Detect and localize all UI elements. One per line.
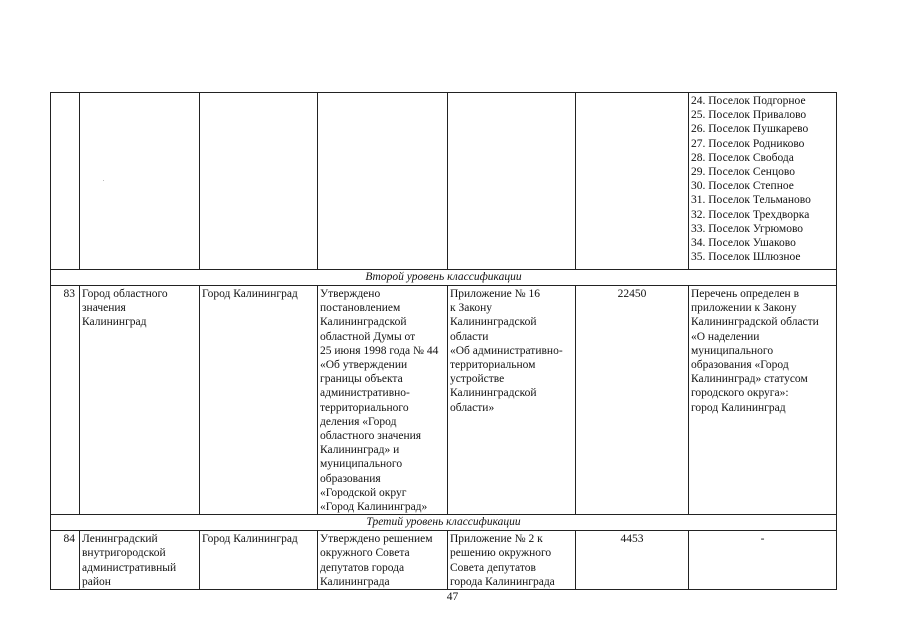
settlement-item: 28. Поселок Свобода — [691, 151, 794, 164]
population-cell — [576, 286, 689, 515]
name-text: Город областного значения Калининград — [82, 288, 168, 329]
doc-cell — [318, 531, 448, 590]
note-cell — [689, 531, 837, 590]
population-text: 4453 — [620, 533, 644, 546]
settlement-item: 29. Поселок Сенцово — [691, 166, 795, 179]
settlement-item: 25. Поселок Привалово — [691, 109, 807, 122]
row-number — [51, 286, 80, 515]
name-cell — [80, 93, 200, 270]
level-3-heading: Третий уровень классификации — [51, 515, 837, 531]
settlement-item: 35. Поселок Шлюзное — [691, 251, 801, 264]
center-cell — [200, 286, 318, 515]
name-cell — [80, 531, 200, 590]
table-row-83 — [51, 286, 837, 515]
note-cell — [689, 286, 837, 515]
settlement-item: 31. Поселок Тельманово — [691, 194, 811, 207]
row-number-text: 83 — [63, 288, 75, 300]
row-number-text: 84 — [63, 533, 75, 546]
settlement-item: 30. Поселок Степное — [691, 180, 794, 193]
classification-level-row — [51, 270, 837, 286]
center-text: Город Калининград — [202, 533, 298, 546]
appendix-text: Приложение № 16 к Закону Калининградской области «Об административно- территориальном устройстве Калининградской области» — [450, 288, 563, 414]
settlement-item: 24. Поселок Подгорное — [691, 95, 806, 107]
classification-table — [50, 92, 837, 590]
classification-level-row — [51, 515, 837, 531]
settlement-item: 27. Поселок Родниково — [691, 137, 805, 150]
appendix-cell — [448, 286, 576, 515]
settlement-item: 32. Поселок Треxдворка — [691, 208, 810, 221]
row-number — [51, 531, 80, 590]
center-cell — [200, 93, 318, 270]
population-cell — [576, 93, 689, 270]
population-cell — [576, 531, 689, 590]
appendix-cell — [448, 531, 576, 590]
note-text: - — [760, 533, 765, 546]
doc-text: Утверждено решением окружного Совета депутатов города Калининграда — [320, 533, 433, 588]
note-text: Перечень определен в приложении к Закону Калининградской области «О наделении муниципального образования «Город Калининград» статусом городского округа»: город Калининград — [691, 288, 819, 414]
table-row-84 — [51, 531, 837, 590]
settlement-item: 33. Поселок Угрюмово — [691, 222, 804, 235]
population-text: 22450 — [617, 288, 647, 300]
settlement-item: 34. Поселок Ушаково — [691, 237, 796, 250]
appendix-text: Приложение № 2 к решению окружного Совета депутатов города Калининграда — [450, 533, 555, 588]
appendix-cell — [448, 93, 576, 270]
name-text: Ленинградский внутригородской административный район — [82, 533, 177, 588]
settlements-list — [689, 93, 837, 270]
doc-text: Утверждено постановлением Калининградской областной Думы от 25 июня 1998 года № 44 «Об утверждении границы объекта административно- территориального деления «Город областного значения Калининград» и муниципального образования «Городской округ «Город Калининград» — [320, 288, 439, 514]
center-cell — [200, 531, 318, 590]
doc-cell — [318, 286, 448, 515]
settlement-item: 26. Поселок Пушкарево — [691, 123, 809, 136]
doc-cell — [318, 93, 448, 270]
page-number: 47 — [446, 591, 459, 603]
center-text: Город Калининград — [202, 288, 298, 300]
name-cell — [80, 286, 200, 515]
num-cell — [51, 93, 80, 270]
scan-speck — [103, 180, 104, 181]
table-row-continued — [51, 93, 837, 270]
level-2-heading: Второй уровень классификации — [51, 270, 837, 286]
